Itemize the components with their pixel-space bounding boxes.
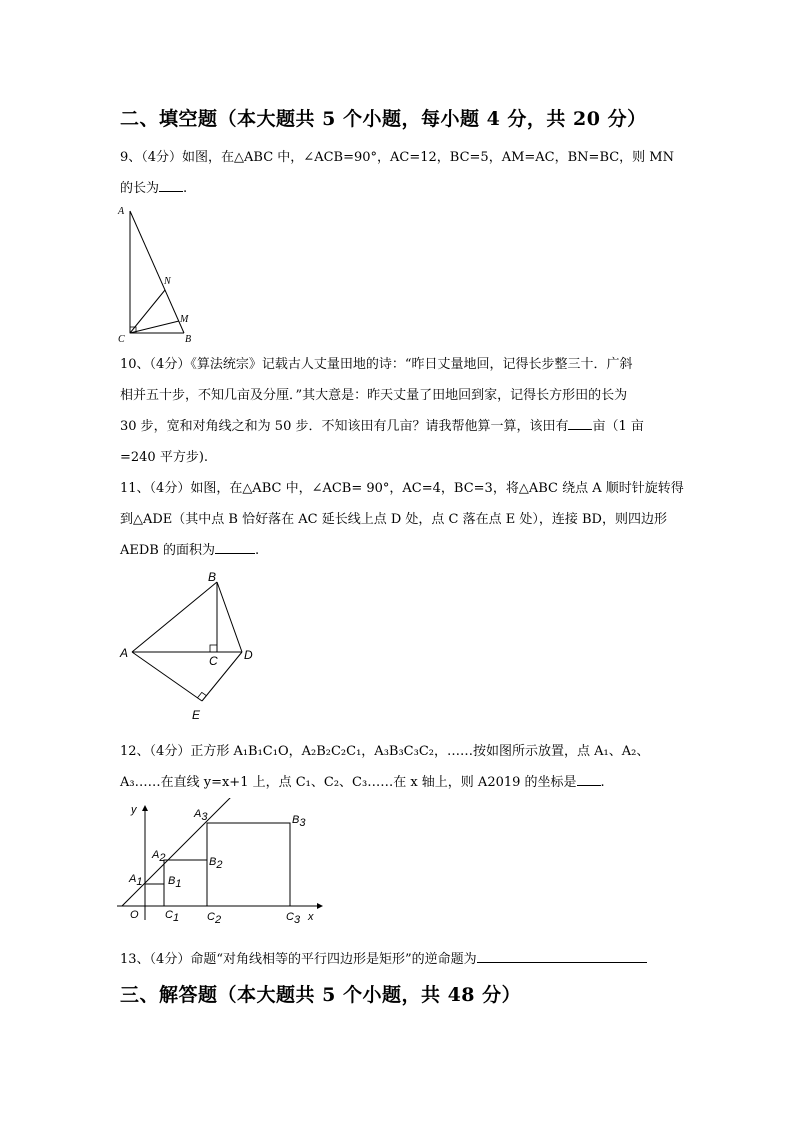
q11-label-a: A [120,646,129,660]
q11-label-e: E [192,708,201,722]
q9-line-2-end: . [183,181,188,196]
q10-line-3-end: 亩（1 亩 [592,419,644,434]
q11-segment-bd [217,582,242,652]
q11-label-c: C [209,654,218,668]
q12-line-2 [120,771,605,790]
q11-answer-blank[interactable] [215,540,255,554]
q11-side-ed [202,652,242,701]
q9-line-1: 9、（4分）如图，在△ABC 中，∠ACB=90°，AC=12，BC=5，AM=AC，BN=BC，则 MN [120,150,674,165]
q10-line-3 [120,415,644,434]
section-title-solutions: 三、解答题（本大题共 5 个小题，共 48 分） [120,984,522,1006]
q11-rotation-figure [112,566,262,726]
q9-label-a: A [118,206,125,217]
q11-line-1: 11、（4分）如图，在△ABC 中，∠ACB= 90°，AC=4，BC=3，将△ABC 绕点 A 顺时针旋转得 [120,481,684,496]
q11-line-3-end: . [255,543,260,558]
q9-label-c: C [118,334,125,345]
q10-line-1: 10、（4分）《算法统宗》记载古人丈量田地的诗：“昨日丈量地回，记得长步整三十．广斜 [120,357,633,372]
q11-line-2: 到△ADE（其中点 B 恰好落在 AC 延长线上点 D 处，点 C 落在点 E 处），连接 BD，则四边形 [120,512,667,527]
q11-label-b: B [208,570,217,584]
q9-answer-blank[interactable] [159,178,183,192]
q11-right-angle-c [210,645,217,652]
q12-label-c1: C1 [165,909,180,924]
q10-line-2: 相并五十步，不知几亩及分厘．”其大意是：昨天丈量了田地回到家，记得长方形田的长为 [120,388,628,403]
q12-label-o: O [130,909,139,921]
q12-label-c3: C3 [286,911,301,926]
q11-line-3 [120,539,259,558]
section-title-fill-blank: 二、填空题（本大题共 5 个小题，每小题 4 分，共 20 分） [120,108,647,130]
q12-label-c2: C2 [207,911,222,926]
q12-label-a3: A3 [194,808,208,823]
q10-line-4: =240 平方步). [120,450,209,465]
q12-label-b3: B3 [292,814,306,829]
q9-line-2-text: 的长为 [120,181,160,196]
q12-line-1: 12、（4分）正方形 A₁B₁C₁O，A₂B₂C₂C₁，A₃B₃C₃C₂，……按如图所示放置，点 A₁、A₂、 [120,744,650,759]
q9-label-b: B [185,334,192,345]
q12-label-x: x [308,911,314,923]
q9-label-m: M [180,314,189,325]
q12-answer-blank[interactable] [577,772,601,786]
q10-answer-blank[interactable] [568,416,592,430]
q12-square-1 [145,884,164,906]
q12-line-2-end: . [600,775,605,790]
q9-segment-cn [130,290,165,333]
q11-side-ab [132,582,217,652]
q10-line-3-text: 30 步，宽和对角线之和为 50 步．不知该田有几亩？请我帮他算一算，该田有 [120,419,569,434]
q12-label-b2: B2 [209,856,223,871]
q12-squares-figure [112,798,332,928]
q9-label-n: N [164,276,171,287]
q9-segment-cm [130,321,179,333]
q11-line-3-text: AEDB 的面积为 [120,543,215,558]
q9-triangle-figure [112,200,202,345]
q13-answer-blank[interactable] [477,949,647,963]
q12-label-a2: A2 [152,849,166,864]
q11-label-d: D [244,648,253,662]
q11-side-ae [132,652,202,701]
q12-label-a1: A1 [129,873,143,888]
q12-label-y: y [131,804,137,816]
q9-line-2 [120,177,187,196]
q13-line-1-text: 13、（4分）命题“对角线相等的平行四边形是矩形”的逆命题为 [120,952,477,967]
q9-side-ab [130,211,184,333]
q12-label-b1: B1 [168,875,182,890]
q12-line-2-text: A₃……在直线 y=x+1 上，点 C₁、C₂、C₃……在 x 轴上，则 A2019 的坐标是 [120,775,577,790]
q13-line-1 [120,948,647,967]
